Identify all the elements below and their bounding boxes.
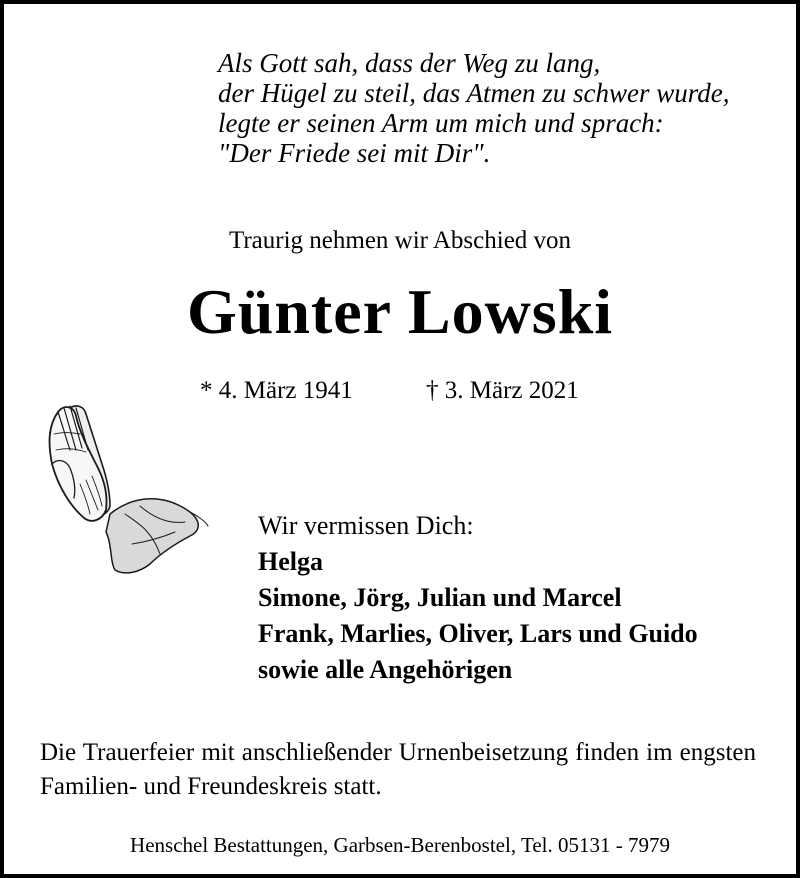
- poem-line: Als Gott sah, dass der Weg zu lang,: [218, 48, 601, 78]
- deceased-name: Günter Lowski: [186, 276, 614, 347]
- mourners-block: [258, 508, 698, 688]
- mourner-name: Simone, Jörg, Julian und Marcel: [258, 583, 622, 612]
- poem-line: der Hügel zu steil, das Atmen zu schwer wurde,: [218, 78, 730, 108]
- birth-date: * 4. März 1941: [200, 377, 353, 404]
- death-date: † 3. März 2021: [426, 377, 579, 404]
- mourner-name: Helga: [258, 547, 323, 576]
- ceremony-text: Die Trauerfeier mit anschließender Urnenbeisetzung finden im engsten Familien- und Freundeskreis statt.: [40, 739, 756, 800]
- funeral-home-footer: Henschel Bestattungen, Garbsen-Berenbostel, Tel. 05131 - 7979: [130, 833, 670, 857]
- mourner-name: sowie alle Angehörigen: [258, 655, 513, 684]
- poem-line: legte er seinen Arm um mich und sprach:: [218, 108, 664, 138]
- poem: [218, 48, 729, 168]
- mourners-heading: Wir vermissen Dich:: [258, 511, 474, 540]
- praying-hands-icon: [40, 394, 210, 584]
- poem-line: "Der Friede sei mit Dir".: [218, 138, 491, 168]
- intro-text: Traurig nehmen wir Abschied von: [228, 227, 572, 254]
- mourner-name: Frank, Marlies, Oliver, Lars und Guido: [258, 619, 698, 648]
